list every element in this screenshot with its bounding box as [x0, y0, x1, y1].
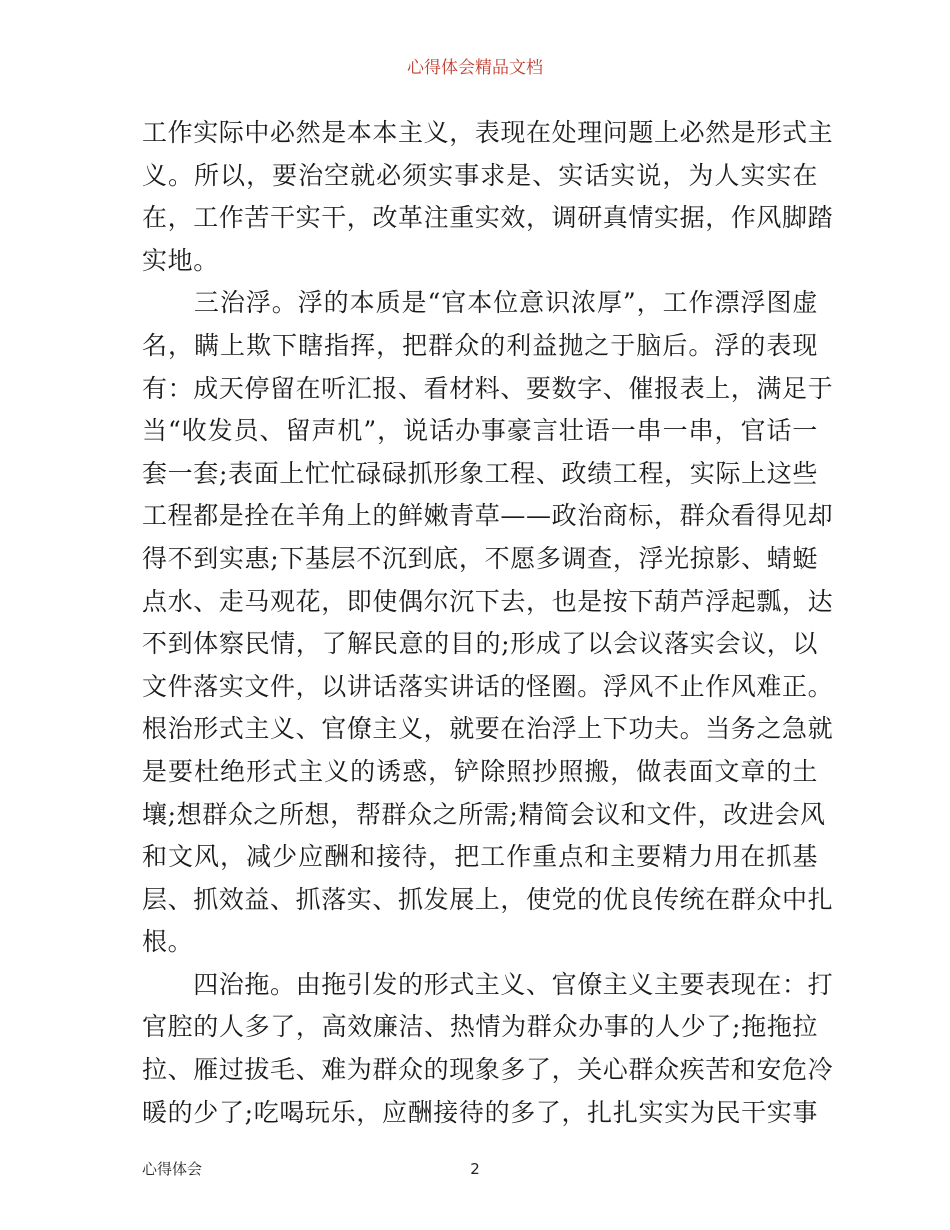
body-line: 得不到实惠;下基层不沉到底，不愿多调查，浮光掠影、蜻蜓	[142, 543, 818, 573]
document-body	[142, 112, 834, 1134]
body-line: 层、抓效益、抓落实、抓发展上，使党的优良传统在群众中扎	[142, 884, 834, 914]
body-line: 暖的少了;吃喝玩乐，应酬接待的多了，扎扎实实为民干实事	[142, 1097, 818, 1127]
body-line: 官腔的人多了，高效廉洁、热情为群众办事的人少了;拖拖拉	[142, 1012, 818, 1042]
body-line: 工作实际中必然是本本主义，表现在处理问题上必然是形式主	[142, 118, 834, 147]
body-line: 点水、走马观花，即使偶尔沉下去，也是按下葫芦浮起瓢，达	[142, 586, 834, 616]
body-line: 义。所以，要治空就必须实事求是、实话实说，为人实实在	[142, 160, 818, 190]
body-line: 文件落实文件，以讲话落实讲话的怪圈。浮风不止作风难正。	[142, 671, 834, 701]
body-line: 工程都是拴在羊角上的鲜嫩青草——政治商标，群众看得见却	[142, 501, 834, 531]
body-line: 根治形式主义、官僚主义，就要在治浮上下功夫。当务之急就	[142, 714, 834, 744]
page-header-title: 心得体会精品文档	[407, 58, 543, 78]
body-line: 当“收发员、留声机”，说话办事豪言壮语一串一串，官话一	[142, 416, 818, 446]
body-line: 是要杜绝形式主义的诱惑，铲除照抄照搬，做表面文章的土	[142, 756, 818, 786]
page-number: 2	[470, 1160, 480, 1178]
footer-label: 心得体会	[142, 1160, 203, 1178]
body-line: 有：成天停留在听汇报、看材料、要数字、催报表上，满足于	[142, 373, 834, 403]
body-line: 拉、雁过拔毛、难为群众的现象多了，关心群众疾苦和安危冷	[142, 1055, 834, 1085]
body-line: 在，工作苦干实干，改革注重实效，调研真情实据，作风脚踏	[142, 203, 834, 233]
body-line: 套一套;表面上忙忙碌碌抓形象工程、政绩工程，实际上这些	[142, 458, 818, 488]
body-line: 不到体察民情，了解民意的目的;形成了以会议落实会议，以	[142, 629, 818, 659]
body-line: 根。	[142, 927, 194, 957]
body-line: 壤;想群众之所想，帮群众之所需;精简会议和文件，改进会风	[142, 799, 826, 829]
body-line: 名，瞒上欺下瞎指挥，把群众的利益抛之于脑后。浮的表现	[142, 330, 818, 360]
body-line: 和文风，减少应酬和接待，把工作重点和主要精力用在抓基	[142, 842, 818, 872]
body-line: 四治拖。由拖引发的形式主义、官僚主义主要表现在：打	[142, 969, 834, 999]
body-line: 三治浮。浮的本质是“官本位意识浓厚”，工作漂浮图虚	[142, 288, 818, 318]
body-line: 实地。	[142, 245, 219, 275]
